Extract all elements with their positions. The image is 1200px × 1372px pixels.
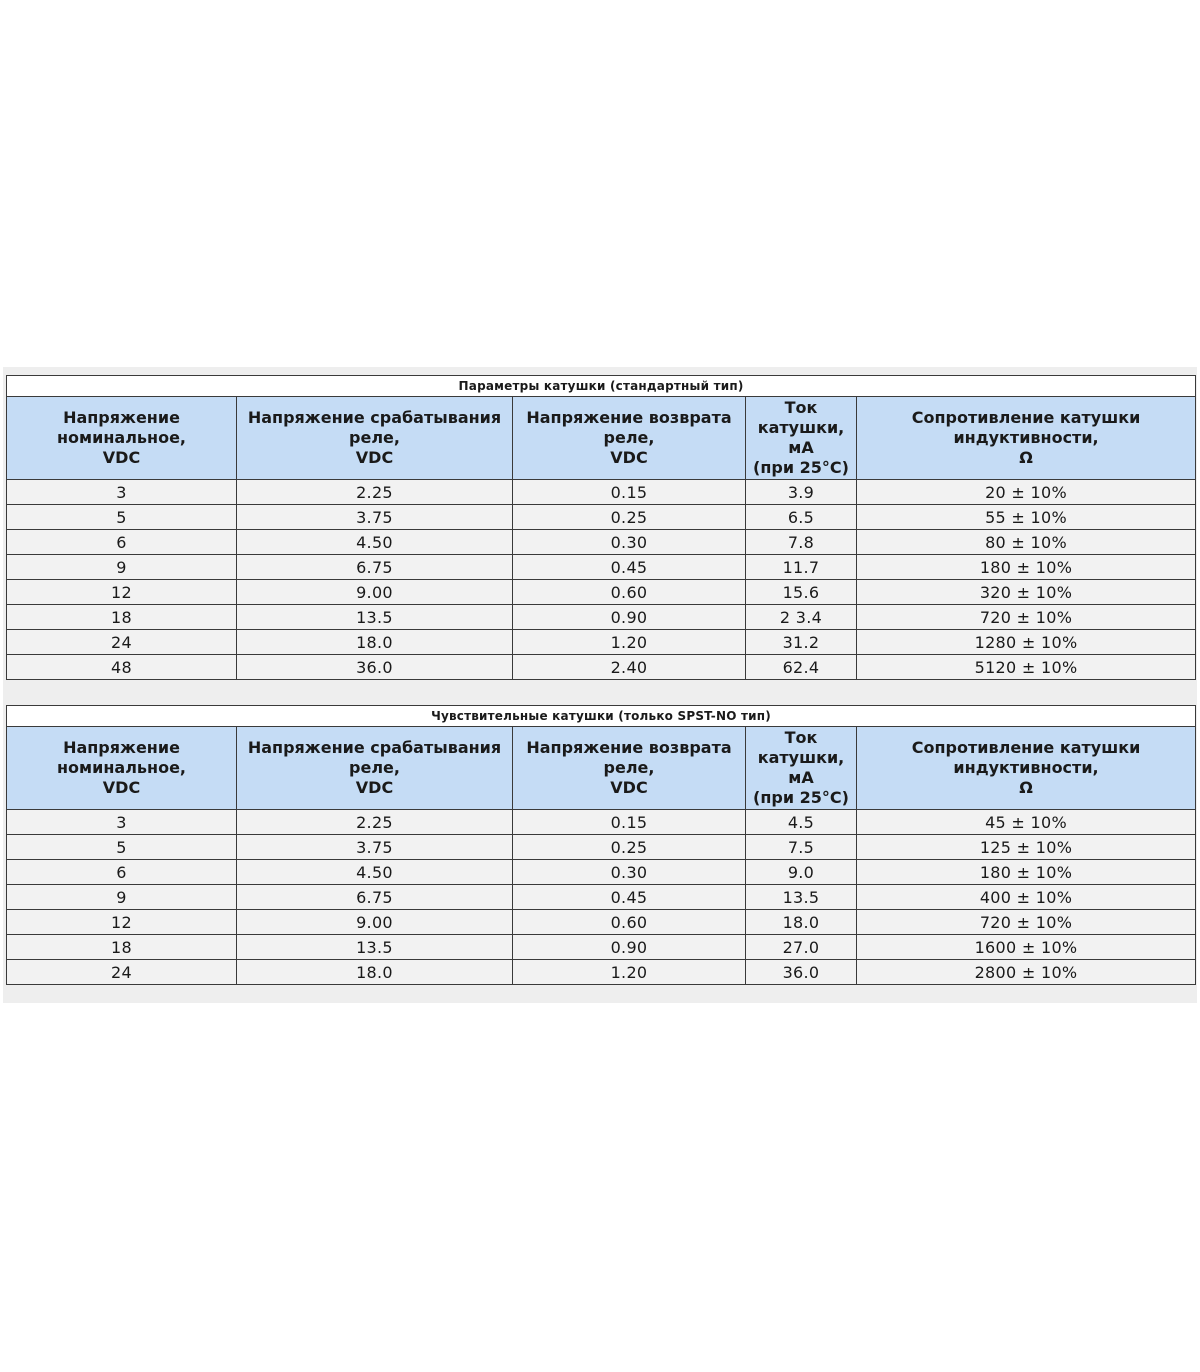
table-header-row — [7, 727, 1196, 810]
header-nominal-voltage: Напряжение номинальное, VDC — [7, 727, 237, 810]
cell-nominal-voltage: 18 — [7, 935, 237, 960]
table-row — [7, 605, 1196, 630]
header-pickup-voltage: Напряжение срабатывания реле, VDC — [237, 727, 513, 810]
cell-dropout-voltage: 0.90 — [513, 605, 746, 630]
cell-coil-current: 62.4 — [746, 655, 857, 680]
table-row — [7, 960, 1196, 985]
cell-dropout-voltage: 1.20 — [513, 960, 746, 985]
cell-pickup-voltage: 13.5 — [237, 935, 513, 960]
table-row — [7, 555, 1196, 580]
table-row — [7, 505, 1196, 530]
table-row — [7, 810, 1196, 835]
cell-pickup-voltage: 2.25 — [237, 480, 513, 505]
cell-pickup-voltage: 2.25 — [237, 810, 513, 835]
table-header-row — [7, 397, 1196, 480]
cell-dropout-voltage: 2.40 — [513, 655, 746, 680]
header-dropout-voltage: Напряжение возврата реле, VDC — [513, 727, 746, 810]
table-title: Чувствительные катушки (только SPST-NO тип) — [7, 706, 1196, 727]
cell-nominal-voltage: 3 — [7, 810, 237, 835]
cell-pickup-voltage: 6.75 — [237, 555, 513, 580]
cell-nominal-voltage: 6 — [7, 860, 237, 885]
cell-pickup-voltage: 3.75 — [237, 505, 513, 530]
cell-coil-resistance: 720 ± 10% — [857, 910, 1196, 935]
cell-coil-current: 27.0 — [746, 935, 857, 960]
cell-coil-current: 7.8 — [746, 530, 857, 555]
cell-dropout-voltage: 0.60 — [513, 580, 746, 605]
cell-dropout-voltage: 0.90 — [513, 935, 746, 960]
cell-dropout-voltage: 0.15 — [513, 480, 746, 505]
cell-nominal-voltage: 5 — [7, 505, 237, 530]
cell-pickup-voltage: 18.0 — [237, 960, 513, 985]
cell-coil-current: 36.0 — [746, 960, 857, 985]
cell-coil-current: 7.5 — [746, 835, 857, 860]
cell-pickup-voltage: 9.00 — [237, 580, 513, 605]
table-row — [7, 860, 1196, 885]
cell-nominal-voltage: 3 — [7, 480, 237, 505]
cell-coil-resistance: 125 ± 10% — [857, 835, 1196, 860]
cell-dropout-voltage: 0.60 — [513, 910, 746, 935]
cell-nominal-voltage: 6 — [7, 530, 237, 555]
cell-coil-resistance: 80 ± 10% — [857, 530, 1196, 555]
cell-pickup-voltage: 4.50 — [237, 530, 513, 555]
cell-pickup-voltage: 4.50 — [237, 860, 513, 885]
standard-coil-table — [6, 375, 1196, 680]
cell-dropout-voltage: 0.25 — [513, 835, 746, 860]
header-coil-resistance: Сопротивление катушки индуктивности, Ω — [857, 397, 1196, 480]
table-row — [7, 835, 1196, 860]
cell-coil-resistance: 1600 ± 10% — [857, 935, 1196, 960]
cell-dropout-voltage: 0.45 — [513, 555, 746, 580]
cell-coil-resistance: 720 ± 10% — [857, 605, 1196, 630]
header-nominal-voltage: Напряжение номинальное, VDC — [7, 397, 237, 480]
cell-coil-current: 18.0 — [746, 910, 857, 935]
table-row — [7, 655, 1196, 680]
cell-coil-resistance: 45 ± 10% — [857, 810, 1196, 835]
cell-coil-resistance: 20 ± 10% — [857, 480, 1196, 505]
cell-nominal-voltage: 12 — [7, 910, 237, 935]
cell-dropout-voltage: 0.30 — [513, 530, 746, 555]
cell-nominal-voltage: 5 — [7, 835, 237, 860]
table-row — [7, 480, 1196, 505]
cell-dropout-voltage: 1.20 — [513, 630, 746, 655]
cell-nominal-voltage: 9 — [7, 885, 237, 910]
cell-coil-current: 13.5 — [746, 885, 857, 910]
header-coil-current: Ток катушки, мА (при 25°C) — [746, 727, 857, 810]
cell-nominal-voltage: 12 — [7, 580, 237, 605]
cell-pickup-voltage: 9.00 — [237, 910, 513, 935]
cell-coil-resistance: 2800 ± 10% — [857, 960, 1196, 985]
table-row — [7, 910, 1196, 935]
cell-dropout-voltage: 0.30 — [513, 860, 746, 885]
cell-coil-resistance: 55 ± 10% — [857, 505, 1196, 530]
table-row — [7, 580, 1196, 605]
table-row — [7, 630, 1196, 655]
cell-pickup-voltage: 13.5 — [237, 605, 513, 630]
cell-pickup-voltage: 6.75 — [237, 885, 513, 910]
table-caption-row — [7, 706, 1196, 727]
cell-coil-resistance: 5120 ± 10% — [857, 655, 1196, 680]
table-caption-row — [7, 376, 1196, 397]
cell-pickup-voltage: 36.0 — [237, 655, 513, 680]
cell-coil-resistance: 320 ± 10% — [857, 580, 1196, 605]
cell-coil-current: 11.7 — [746, 555, 857, 580]
cell-pickup-voltage: 3.75 — [237, 835, 513, 860]
sensitive-coil-table — [6, 705, 1196, 985]
cell-coil-resistance: 180 ± 10% — [857, 860, 1196, 885]
cell-nominal-voltage: 24 — [7, 630, 237, 655]
cell-coil-current: 4.5 — [746, 810, 857, 835]
header-coil-resistance: Сопротивление катушки индуктивности, Ω — [857, 727, 1196, 810]
cell-coil-current: 15.6 — [746, 580, 857, 605]
cell-coil-current: 2 3.4 — [746, 605, 857, 630]
cell-coil-current: 31.2 — [746, 630, 857, 655]
cell-nominal-voltage: 18 — [7, 605, 237, 630]
cell-pickup-voltage: 18.0 — [237, 630, 513, 655]
cell-coil-current: 9.0 — [746, 860, 857, 885]
table-row — [7, 935, 1196, 960]
header-dropout-voltage: Напряжение возврата реле, VDC — [513, 397, 746, 480]
cell-coil-resistance: 400 ± 10% — [857, 885, 1196, 910]
cell-dropout-voltage: 0.15 — [513, 810, 746, 835]
cell-coil-current: 3.9 — [746, 480, 857, 505]
cell-coil-current: 6.5 — [746, 505, 857, 530]
table-title: Параметры катушки (стандартный тип) — [7, 376, 1196, 397]
cell-dropout-voltage: 0.25 — [513, 505, 746, 530]
cell-nominal-voltage: 48 — [7, 655, 237, 680]
header-pickup-voltage: Напряжение срабатывания реле, VDC — [237, 397, 513, 480]
header-coil-current: Ток катушки, мА (при 25°C) — [746, 397, 857, 480]
cell-nominal-voltage: 24 — [7, 960, 237, 985]
table-row — [7, 530, 1196, 555]
cell-nominal-voltage: 9 — [7, 555, 237, 580]
table-row — [7, 885, 1196, 910]
cell-dropout-voltage: 0.45 — [513, 885, 746, 910]
cell-coil-resistance: 180 ± 10% — [857, 555, 1196, 580]
cell-coil-resistance: 1280 ± 10% — [857, 630, 1196, 655]
